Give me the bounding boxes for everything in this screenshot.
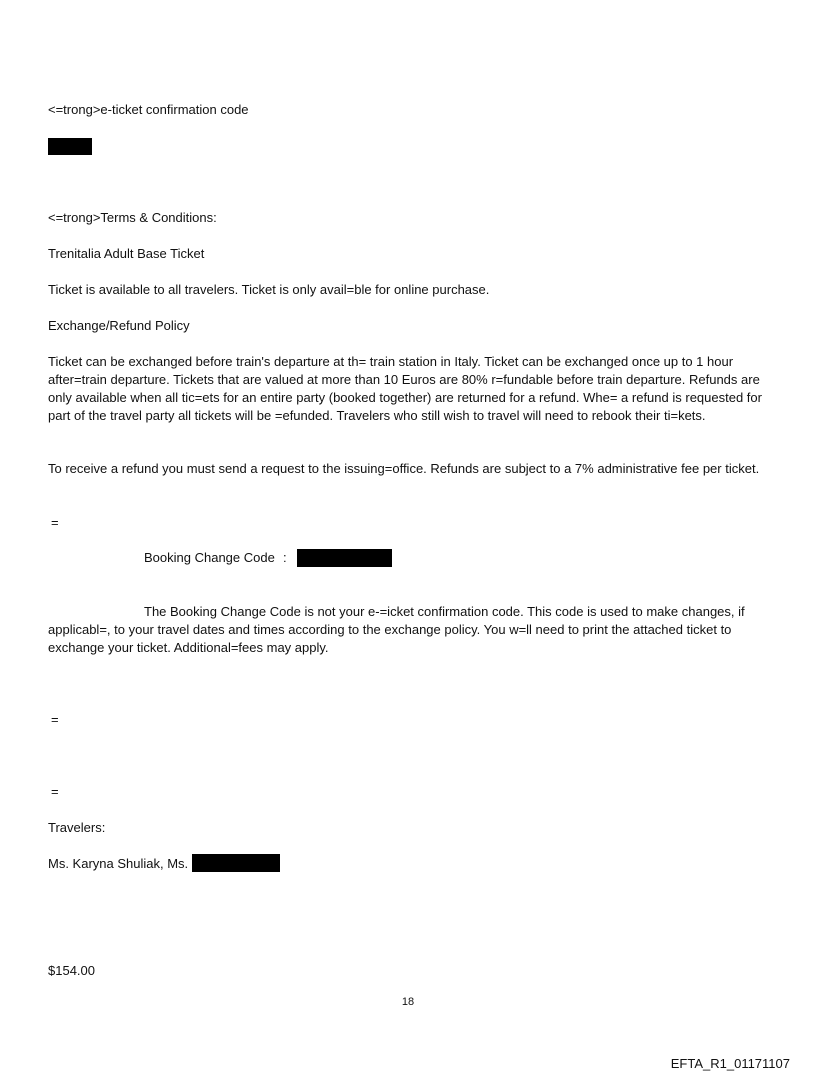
booking-change-note-text: The Booking Change Code is not your e-=icket confirmation code. This code is used to make changes, if applicabl=, to your travel dates and times according to the exchange policy. You w=ll need to print the attached ticket to exchange your ticket. Additional=fees may apply. bbox=[48, 604, 745, 655]
refund-text: To receive a refund you must send a request to the issuing=office. Refunds are subject to a 7% administrative fee per ticket. bbox=[48, 461, 760, 476]
policy-text: Ticket can be exchanged before train's departure at th= train station in Italy. Ticket can be exchanged once up to 1 hour after=train departure. Tickets that are valued at more than 10 Euros are 80% r=fundable before train departure. Refunds are only available when all tic=ets for an entire party (booked together) are returned for a refund. Whe= a refund is requested for part of the travel party all tickets will be =efunded. Travelers who still wish to travel will need to rebook their ti=kets. bbox=[48, 354, 762, 423]
confirmation-code-label: <=trong>e-ticket confirmation code bbox=[48, 102, 249, 117]
redacted-booking-change-code bbox=[297, 549, 392, 567]
ticket-type: Trenitalia Adult Base Ticket bbox=[48, 246, 205, 261]
redacted-confirmation-code bbox=[48, 138, 92, 155]
separator-marker: = bbox=[51, 515, 59, 530]
policy-heading: Exchange/Refund Policy bbox=[48, 318, 190, 333]
travelers-label: Travelers: bbox=[48, 820, 106, 835]
ticket-price: $154.00 bbox=[48, 963, 95, 978]
booking-change-code-colon: : bbox=[283, 550, 287, 565]
page-number: 18 bbox=[401, 996, 415, 1008]
redacted-traveler-name bbox=[192, 854, 280, 872]
booking-change-note bbox=[48, 603, 778, 657]
terms-heading: <=trong>Terms & Conditions: bbox=[48, 210, 217, 225]
traveler-names: Ms. Karyna Shuliak, Ms. bbox=[48, 856, 189, 871]
document-id: EFTA_R1_01171107 bbox=[670, 1056, 790, 1071]
separator-marker: = bbox=[51, 784, 59, 799]
booking-change-code-label: Booking Change Code bbox=[144, 550, 275, 565]
availability-text: Ticket is available to all travelers. Ticket is only avail=ble for online purchase. bbox=[48, 282, 490, 297]
separator-marker: = bbox=[51, 712, 59, 727]
